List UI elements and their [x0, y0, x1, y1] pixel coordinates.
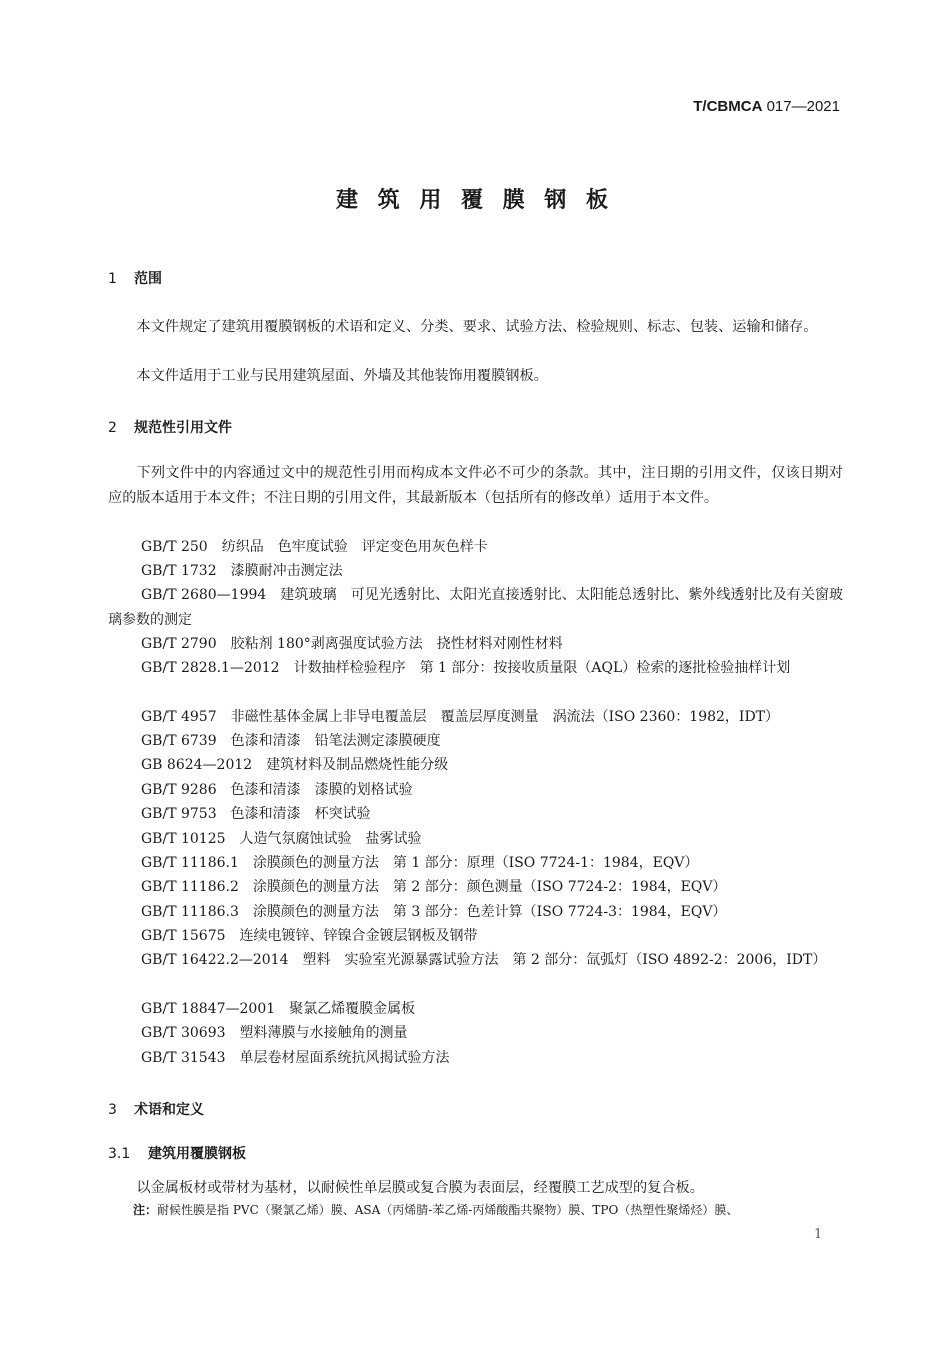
reference-item: GB/T 1732 漆膜耐冲击测定法 [141, 563, 343, 579]
reference-item: GB/T 250 纺织品 色牢度试验 评定变色用灰色样卡 [141, 539, 488, 555]
reference-item: GB/T 30693 塑料薄膜与水接触角的测量 [141, 1025, 408, 1041]
term-definition: 以金属板材或带材为基材，以耐候性单层膜或复合膜为表面层，经覆膜工艺成型的复合板。 [136, 1180, 704, 1196]
reference-item: GB/T 31543 单层卷材屋面系统抗风揭试验方法 [141, 1050, 450, 1066]
reference-item: GB/T 6739 色漆和清漆 铅笔法测定漆膜硬度 [141, 733, 441, 749]
reference-item: GB/T 4957 非磁性基体金属上非导电覆盖层 覆盖层厚度测量 涡流法（ISO 2360：1982，IDT） [141, 709, 780, 725]
reference-item: GB/T 15675 连续电镀锌、锌镍合金镀层钢板及钢带 [141, 928, 478, 944]
reference-item: GB/T 9286 色漆和清漆 漆膜的划格试验 [141, 782, 413, 798]
reference-item: GB/T 11186.2 涂膜颜色的测量方法 第 2 部分：颜色测量（ISO 7724-2：1984，EQV） [141, 879, 727, 895]
section-heading-normative-references: 2 规范性引用文件 [108, 420, 232, 436]
reference-item: GB/T 9753 色漆和清漆 杯突试验 [141, 806, 371, 822]
scope-paragraph-1: 本文件规定了建筑用覆膜钢板的术语和定义、分类、要求、试验方法、检验规则、标志、包装、运输和储存。 [136, 319, 818, 335]
standard-code: T/CBMCA 017—2021 [693, 98, 840, 115]
reference-item: GB/T 11186.1 涂膜颜色的测量方法 第 1 部分：原理（ISO 7724-1：1984，EQV） [141, 855, 699, 871]
reference-item: GB/T 10125 人造气氛腐蚀试验 盐雾试验 [141, 831, 422, 847]
reference-item: GB/T 16422.2—2014 塑料 实验室光源暴露试验方法 第 2 部分：氙弧灯（ISO 4892-2：2006，IDT） [141, 952, 827, 968]
reference-item: GB/T 18847—2001 聚氯乙烯覆膜金属板 [141, 1001, 416, 1017]
page-number: 1 [814, 1227, 823, 1242]
section-heading-terms-definitions: 3 术语和定义 [108, 1102, 204, 1118]
definition-note: 注：耐候性膜是指 PVC（聚氯乙烯）膜、ASA（丙烯腈-苯乙烯-丙烯酸酯共聚物）膜、TPO（热塑性聚烯烃）膜、 [133, 1203, 739, 1217]
reference-item: GB/T 2828.1—2012 计数抽样检验程序 第 1 部分：按接收质量限（AQL）检索的逐批检验抽样计划 [141, 660, 791, 676]
reference-item: GB/T 2680—1994 建筑玻璃 可见光透射比、太阳光直接透射比、太阳能总透射比、紫外线透射比及有关窗玻璃参数的测定 [108, 587, 844, 628]
reference-item: GB/T 2790 胶粘剂 180°剥离强度试验方法 挠性材料对刚性材料 [141, 636, 563, 652]
document-title: 建 筑 用 覆 膜 钢 板 [336, 188, 614, 213]
subsection-heading-3-1: 3.1 建筑用覆膜钢板 [108, 1146, 246, 1162]
section-heading-scope: 1 范围 [108, 271, 162, 287]
references-intro: 下列文件中的内容通过文中的规范性引用而构成本文件必不可少的条款。其中，注日期的引用文件，仅该日期对应的版本适用于本文件；不注日期的引用文件，其最新版本（包括所有的修改单）适用于本文件。 [108, 465, 843, 506]
scope-paragraph-2: 本文件适用于工业与民用建筑屋面、外墙及其他装饰用覆膜钢板。 [136, 368, 548, 384]
reference-item: GB 8624—2012 建筑材料及制品燃烧性能分级 [141, 757, 449, 773]
reference-item: GB/T 11186.3 涂膜颜色的测量方法 第 3 部分：色差计算（ISO 7724-3：1984，EQV） [141, 904, 727, 920]
